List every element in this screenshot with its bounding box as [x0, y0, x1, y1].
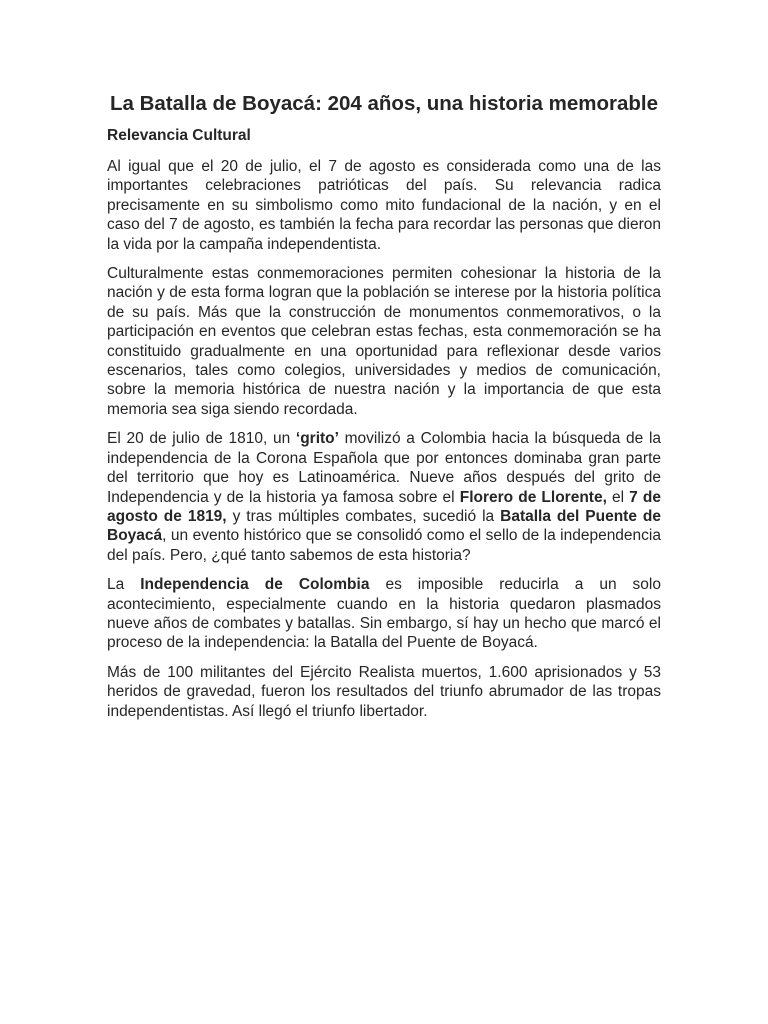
- document-title: La Batalla de Boyacá: 204 años, una historia memorable: [109, 92, 658, 115]
- paragraph-text: Al igual que el 20 de julio, el 7 de agosto es considerada como una de las importantes celebraciones patrióticas del país. Su relevancia radica precisamente en su simbolismo como mito fundacional de la nación, y en el caso del 7 de agosto, es también la fecha para recordar las personas que dieron la vida por la campaña independentista.: [107, 158, 661, 253]
- section-heading: Relevancia Cultural: [107, 127, 251, 144]
- paragraph-text: , un evento histórico que se consolidó como el sello de la independencia del país. Pero, ¿qué tanto sabemos de esta historia?: [107, 527, 661, 564]
- paragraph-text: El 20 de julio de 1810, un: [107, 430, 296, 448]
- emphasized-text: Florero de Llorente,: [459, 488, 607, 506]
- paragraph-text: Culturalmente estas conmemoraciones permiten cohesionar la historia de la nación y de esta forma logran que la población se interese por la historia política de su país. Más que la construcción de monumentos conmemorativos, o la participación en eventos que celebran estas fechas, esta conmemoración se ha constituido gradualmente en una oportunidad para reflexionar desde varios escenarios, tales como colegios, universidades y medios de comunicación, sobre la memoria histórica de nuestra nación y la importancia de que esta memoria sea siga siendo recordada.: [107, 265, 661, 418]
- document-page: [107, 90, 661, 731]
- body-paragraph: [107, 264, 661, 419]
- emphasized-text: Independencia de Colombia: [140, 576, 370, 594]
- paragraph-text: y tras múltiples combates, sucedió la: [226, 507, 501, 525]
- document-body: [107, 157, 661, 721]
- emphasized-text: 7 de agosto de 1819,: [107, 488, 661, 525]
- body-paragraph: [107, 429, 661, 565]
- paragraph-text: es imposible reducirla a un solo acontecimiento, especialmente cuando en la historia quedaron plasmados nueve años de combates y batallas. Sin embargo, sí hay un hecho que marcó el proceso de la independencia: la Batalla del Puente de Boyacá.: [107, 576, 661, 652]
- paragraph-text: La: [107, 576, 141, 594]
- paragraph-text: movilizó a Colombia hacia la búsqueda de la independencia de la Corona Española que por entonces dominaba gran parte del territorio que hoy es Latinoamérica. Nueve años después del grito de Independencia y de la historia ya famosa sobre el: [107, 430, 662, 506]
- paragraph-text: Más de 100 militantes del Ejército Realista muertos, 1.600 aprisionados y 53 heridos de gravedad, fueron los resultados del triunfo abrumador de las tropas independentistas. Así llegó el triunfo libertador.: [107, 663, 661, 720]
- body-paragraph: [107, 575, 661, 653]
- emphasized-text: ‘grito’: [295, 430, 339, 448]
- paragraph-text: el: [606, 488, 630, 506]
- emphasized-text: Batalla del Puente de Boyacá: [107, 507, 662, 545]
- body-paragraph: [107, 663, 661, 721]
- body-paragraph: [107, 157, 661, 254]
